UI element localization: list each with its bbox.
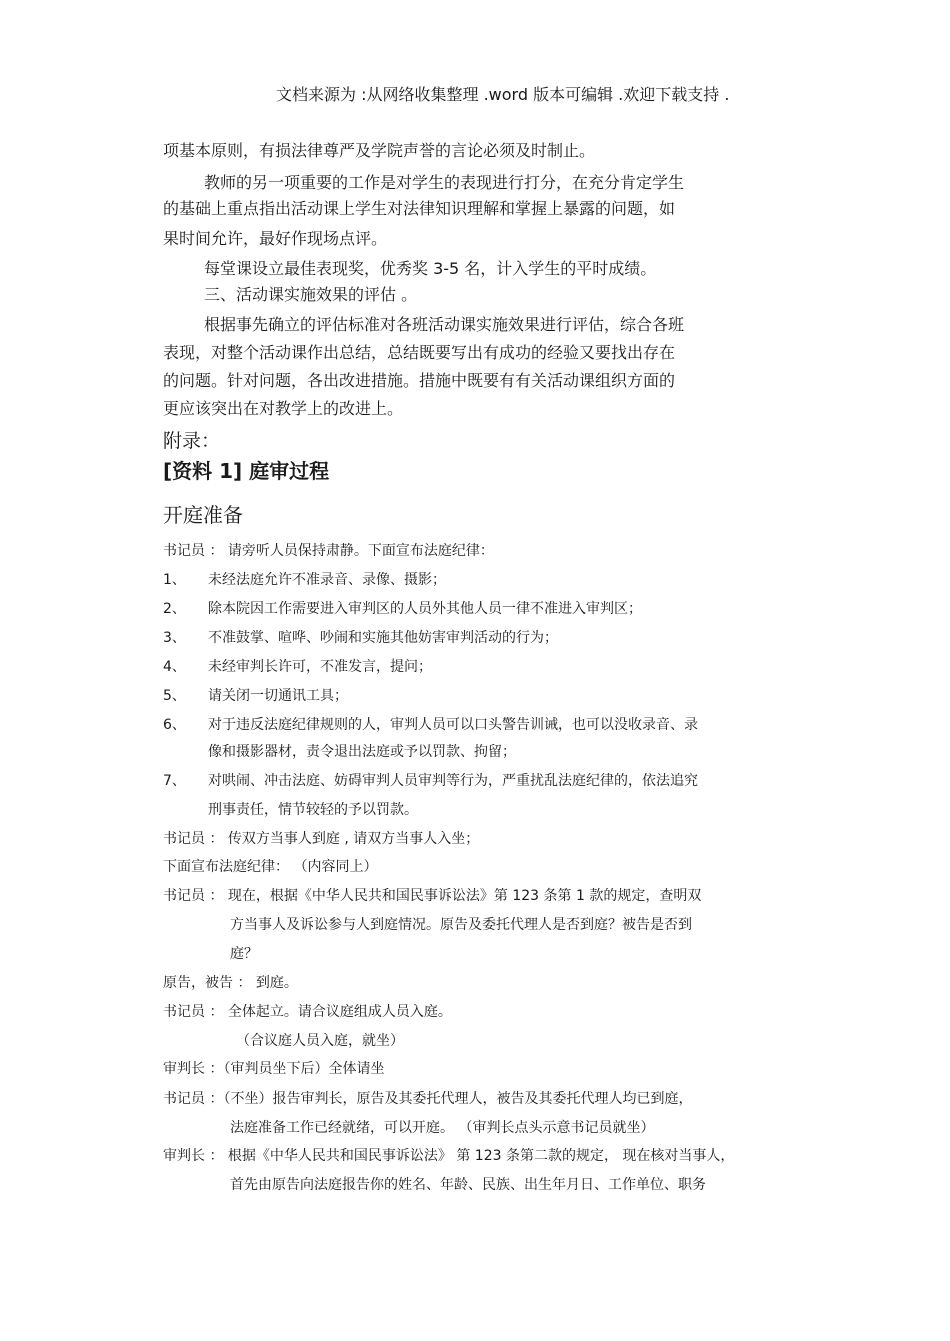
list-item: 对哄闹、冲击法庭、妨碍审判人员审判等行为，严重扰乱法庭纪律的，依法追究 (208, 773, 698, 789)
list-number: 5、 (163, 688, 186, 704)
paragraph-line: 的问题。针对问题，各出改进措施。措施中既要有有关活动课组织方面的 (163, 371, 676, 390)
trial-line-continued: （合议庭人员入庭，就坐） (236, 1033, 404, 1049)
paragraph-line: 表现，对整个活动课作出总结，总结既要写出有成功的经验又要找出存在 (163, 343, 676, 362)
trial-line: 书记员 ： 全体起立。请合议庭组成人员入庭。 (163, 1004, 452, 1020)
list-number: 1、 (163, 572, 186, 588)
trial-line: 下面宣布法庭纪律： （内容同上） (163, 859, 378, 875)
trial-line: 书记员 ： 传双方当事人到庭 , 请双方当事人入坐； (163, 831, 480, 847)
trial-line-continued: 庭？ (230, 946, 258, 962)
list-number: 4、 (163, 659, 186, 675)
list-item: 请关闭一切通讯工具； (208, 688, 348, 704)
paragraph-line: 教师的另一项重要的工作是对学生的表现进行打分，在充分肯定学生 (204, 173, 685, 192)
trial-line-continued: 方当事人及诉讼参与人到庭情况。原告及委托代理人是否到庭？被告是否到 (230, 917, 692, 933)
list-item-continued: 像和摄影器材，责令退出法庭或予以罚款、拘留； (208, 744, 516, 760)
trial-line-continued: 首先由原告向法庭报告你的姓名、年龄、民族、出生年月日、工作单位、职务 (230, 1177, 706, 1193)
trial-line: 审判长 ：（审判员坐下后）全体请坐 (163, 1061, 385, 1077)
list-number: 6、 (163, 717, 186, 733)
appendix-label: 附录： (163, 430, 221, 452)
trial-line: 书记员 ： 现在，根据《中华人民共和国民事诉讼法》第 123 条第 1 款的规定，查明双 (163, 888, 702, 904)
page-header: 文档来源为 :从网络收集整理 .word 版本可编辑 .欢迎下载支持 . (276, 85, 730, 104)
section-title: 开庭准备 (163, 503, 243, 527)
paragraph-line: 果时间允许，最好作现场点评。 (163, 229, 388, 248)
paragraph-line: 每堂课设立最佳表现奖，优秀奖 3-5 名，计入学生的平时成绩。 (204, 259, 657, 278)
trial-line: 书记员 ： 请旁听人员保持肃静。下面宣布法庭纪律： (163, 543, 494, 559)
paragraph-line: 的基础上重点指出活动课上学生对法律知识理解和掌握上暴露的问题，如 (163, 199, 676, 218)
trial-line-continued: 法庭准备工作已经就绪，可以开庭。 （审判长点头示意书记员就坐） (230, 1120, 655, 1136)
list-item: 对于违反法庭纪律规则的人，审判人员可以口头警告训诫，也可以没收录音、录 (208, 717, 698, 733)
list-number: 3、 (163, 630, 186, 646)
paragraph-line: 项基本原则，有损法律尊严及学院声誉的言论必须及时制止。 (163, 141, 596, 160)
material-title: [资料 1] 庭审过程 (163, 459, 330, 483)
paragraph-line: 更应该突出在对教学上的改进上。 (163, 399, 404, 418)
trial-line: 审判长 ： 根据《中华人民共和国民事诉讼法》 第 123 条第二款的规定， 现在核对当事人， (163, 1148, 735, 1164)
paragraph-line: 根据事先确立的评估标准对各班活动课实施效果进行评估，综合各班 (204, 315, 685, 334)
trial-line: 原告，被告 ： 到庭。 (163, 975, 298, 991)
list-item: 未经法庭允许不准录音、录像、摄影； (208, 572, 446, 588)
list-item: 未经审判长许可，不准发言，提问； (208, 659, 432, 675)
list-number: 2、 (163, 601, 186, 617)
list-item: 除本院因工作需要进入审判区的人员外其他人员一律不准进入审判区； (208, 601, 642, 617)
paragraph-line: 三、活动课实施效果的评估 。 (204, 285, 418, 304)
list-item-continued: 刑事责任，情节较轻的予以罚款。 (208, 802, 418, 818)
list-number: 7、 (163, 773, 186, 789)
trial-line: 书记员 ：（不坐）报告审判长，原告及其委托代理人，被告及其委托代理人均已到庭， (163, 1091, 693, 1107)
list-item: 不准鼓掌、喧哗、吵闹和实施其他妨害审判活动的行为； (208, 630, 558, 646)
